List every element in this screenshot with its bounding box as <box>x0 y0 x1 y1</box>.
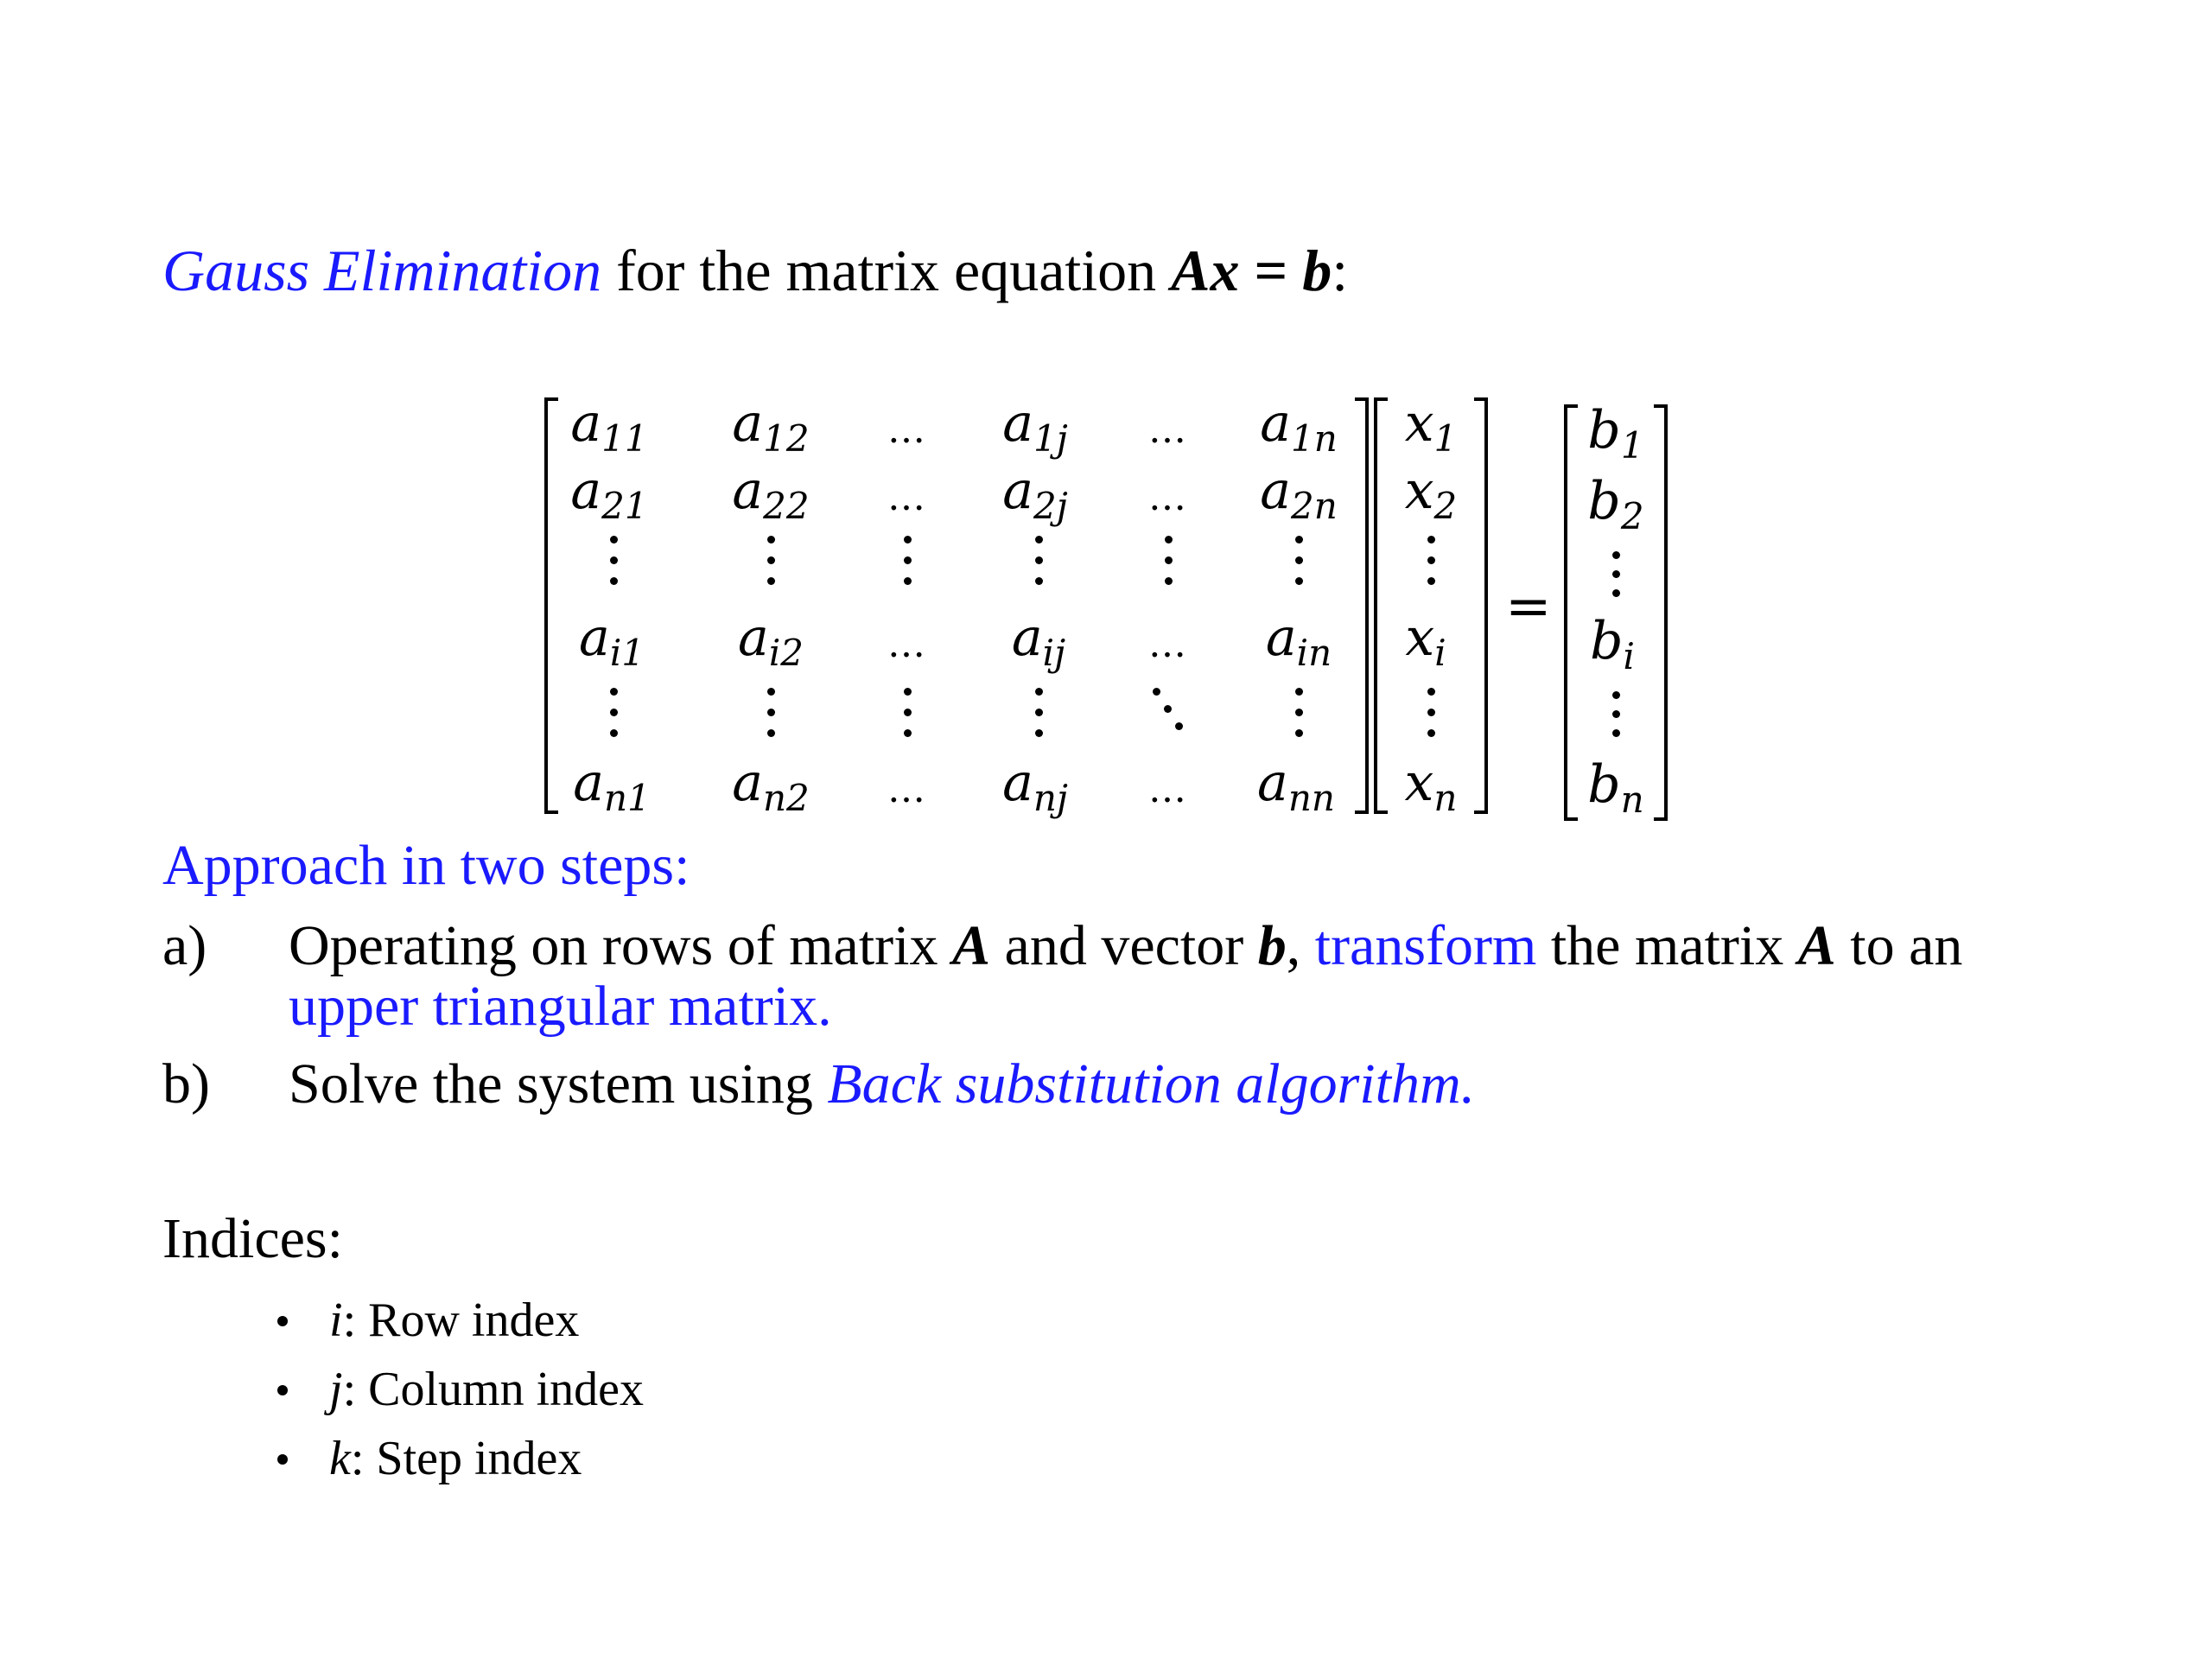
step-a-text: Operating on rows of matrix A and vector b, transform the matrix A to an upper triangular matrix. <box>289 914 1963 1038</box>
ddots <box>1151 688 1185 731</box>
matrix-a-cell: $a_{21}$ <box>570 461 648 527</box>
matrix-a-cell: $a_{1n}$ <box>1260 393 1338 460</box>
list-item: j: Column index <box>272 1355 644 1424</box>
vdots <box>1295 688 1302 748</box>
vdots <box>610 688 617 748</box>
step-a-label: a) <box>162 914 207 977</box>
vdots <box>904 688 911 748</box>
vector-x-cell: $x_i$ <box>1405 607 1446 674</box>
hdots: … <box>887 622 927 666</box>
equation-rhs: b <box>1302 238 1332 303</box>
hdots: … <box>887 767 927 811</box>
matrix-a-cell: $a_{n2}$ <box>732 753 810 819</box>
bullet-icon <box>277 1454 288 1465</box>
vector-b-cell: $b_1$ <box>1587 400 1644 467</box>
vector-b-right-bracket <box>1654 404 1668 821</box>
matrix-a-cell: $a_{nn}$ <box>1257 753 1335 819</box>
vdots <box>1295 536 1302 596</box>
indices-list <box>272 1286 644 1493</box>
matrix-a-cell: $a_{12}$ <box>732 393 810 460</box>
vector-b-left-bracket <box>1564 404 1578 821</box>
vdots <box>904 536 911 596</box>
equation-lhs: Ax <box>1171 238 1240 303</box>
hdots: … <box>887 475 927 519</box>
vdots <box>767 688 774 748</box>
bullet-icon <box>277 1316 288 1326</box>
bullet-icon <box>277 1385 288 1395</box>
method-name: Gauss Elimination <box>162 238 602 303</box>
vdots <box>767 536 774 596</box>
matrix-a-right-bracket <box>1355 397 1369 814</box>
list-item: i: Row index <box>272 1286 644 1355</box>
vector-x-right-bracket <box>1474 397 1488 814</box>
vdots <box>1612 691 1619 752</box>
vdots <box>610 536 617 596</box>
vdots <box>1035 688 1042 748</box>
matrix-a-cell: $a_{i2}$ <box>738 607 804 674</box>
matrix-a-left-bracket <box>544 397 558 814</box>
vector-b-cell: $b_i$ <box>1590 611 1635 677</box>
vdots <box>1165 536 1172 596</box>
approach-heading: Approach in two steps: <box>162 834 690 897</box>
vector-x-cell: $x_n$ <box>1404 753 1458 819</box>
vector-x-cell: $x_2$ <box>1404 461 1458 527</box>
matrix-a-cell: $a_{22}$ <box>732 461 810 527</box>
vdots <box>1035 536 1042 596</box>
step-b-label: b) <box>162 1052 210 1116</box>
hdots: … <box>1148 622 1188 666</box>
slide-title <box>162 232 1348 309</box>
matrix-a-cell: $a_{nj}$ <box>1002 753 1068 819</box>
equals-sign: = <box>1505 575 1552 639</box>
indices-heading: Indices: <box>162 1207 343 1270</box>
vector-x-left-bracket <box>1374 397 1388 814</box>
list-item: k: Step index <box>272 1424 644 1493</box>
title-text: for the matrix equation <box>601 238 1172 303</box>
matrix-a-cell: $a_{ij}$ <box>1011 607 1066 674</box>
vector-x-cell: $x_1$ <box>1404 393 1458 460</box>
matrix-a-cell: $a_{2n}$ <box>1260 461 1338 527</box>
vdots <box>1427 536 1434 596</box>
vector-b-cell: $b_n$ <box>1587 754 1644 821</box>
matrix-equation <box>544 378 1685 828</box>
matrix-a-cell: $a_{in}$ <box>1265 607 1332 674</box>
equation-equals: = <box>1239 238 1303 303</box>
hdots: … <box>887 408 927 452</box>
matrix-a-cell: $a_{n1}$ <box>573 753 651 819</box>
matrix-a-cell: $a_{1j}$ <box>1002 393 1068 460</box>
vector-b-cell: $b_2$ <box>1587 471 1644 537</box>
vdots <box>1427 688 1434 748</box>
hdots: … <box>1148 475 1188 519</box>
matrix-a-cell: $a_{11}$ <box>570 393 648 460</box>
hdots: … <box>1148 767 1188 811</box>
step-b-text: Solve the system using Back substitution algorithm. <box>289 1052 1476 1116</box>
title-colon: : <box>1332 238 1349 303</box>
matrix-a-cell: $a_{2j}$ <box>1002 461 1068 527</box>
matrix-a-cell: $a_{i1}$ <box>579 607 645 674</box>
hdots: … <box>1148 408 1188 452</box>
vdots <box>1612 551 1619 612</box>
